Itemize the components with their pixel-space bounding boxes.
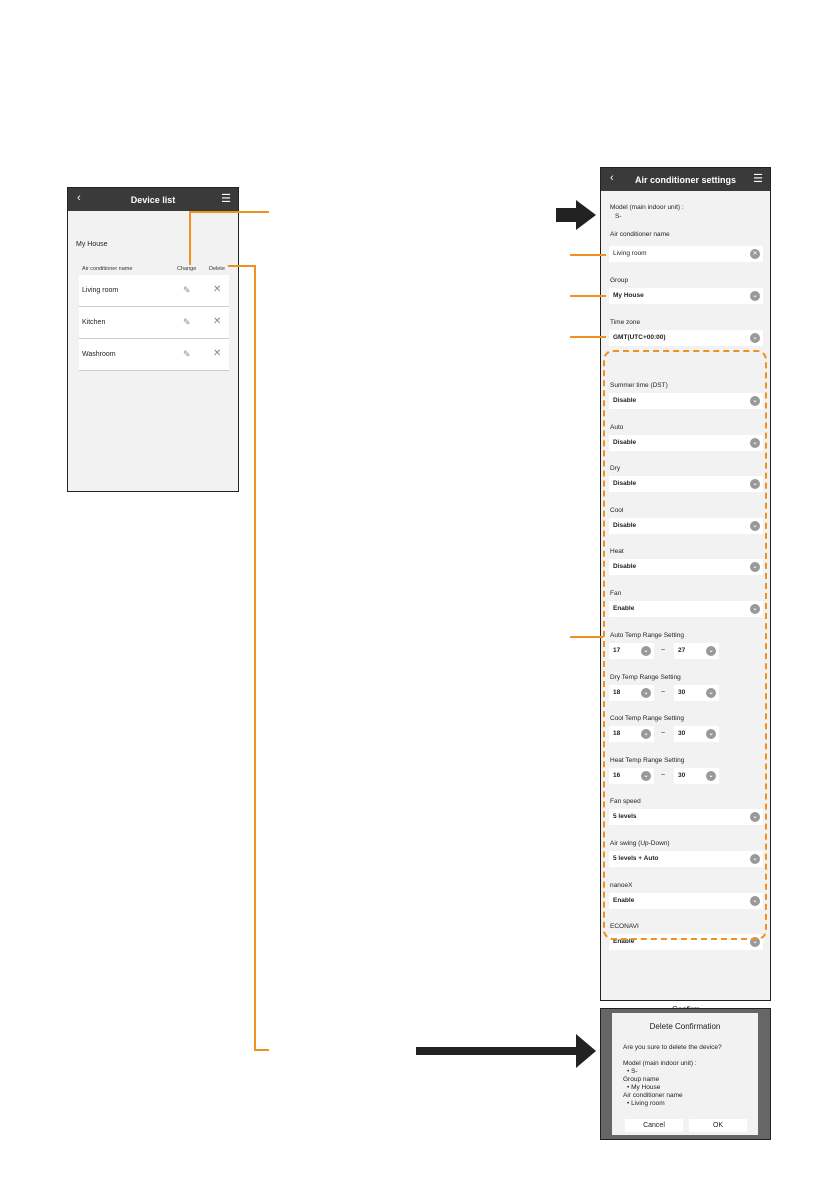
range-min-value: 17 [613, 647, 621, 654]
chevron-down-icon: ⌄ [750, 604, 760, 614]
range-max-value: 30 [678, 772, 686, 779]
column-delete: Delete [209, 266, 225, 272]
chevron-down-icon: ⌄ [750, 333, 760, 343]
group-value: My House [613, 292, 644, 299]
chevron-down-icon: ⌄ [750, 396, 760, 406]
highlight-box [603, 350, 767, 940]
setting-label: Fan [610, 590, 622, 597]
chevron-down-icon: ⌄ [706, 729, 716, 739]
chevron-down-icon: ⌄ [750, 812, 760, 822]
model-value: S- [615, 213, 622, 220]
close-icon[interactable]: ✕ [213, 284, 222, 295]
page-title: Air conditioner settings [634, 174, 736, 185]
callout-line [570, 636, 603, 638]
setting-label: Heat [610, 548, 624, 555]
range-label: Cool Temp Range Setting [610, 715, 684, 722]
back-icon[interactable]: ‹ [610, 172, 614, 184]
list-item[interactable] [79, 339, 229, 371]
chevron-down-icon: ⌄ [706, 646, 716, 656]
setting-value: Enable [613, 897, 635, 904]
timezone-value: GMT(UTC+00:00) [613, 334, 666, 341]
list-item[interactable] [79, 275, 229, 307]
device-name: Washroom [82, 351, 116, 358]
device-list-screen [67, 187, 239, 492]
name-value: Living room [613, 250, 647, 257]
chevron-down-icon: ⌄ [641, 771, 651, 781]
setting-value: 5 levels + Auto [613, 855, 659, 862]
timezone-select[interactable] [609, 330, 763, 346]
range-max-value: 30 [678, 689, 686, 696]
chevron-down-icon: ⌄ [706, 771, 716, 781]
setting-label: nanoeX [610, 882, 633, 889]
dialog-question: Are you sure to delete the device? [623, 1044, 722, 1051]
range-label: Dry Temp Range Setting [610, 674, 681, 681]
setting-value: Disable [613, 480, 637, 487]
dialog-name-value: • Living room [627, 1100, 665, 1107]
callout-line [254, 1049, 269, 1051]
chevron-down-icon: ⌄ [641, 688, 651, 698]
range-max-value: 27 [678, 647, 686, 654]
chevron-down-icon: ⌄ [750, 562, 760, 572]
setting-value: Disable [613, 397, 637, 404]
setting-value: Disable [613, 439, 637, 446]
close-icon[interactable]: ✕ [213, 316, 222, 327]
range-separator: ~ [661, 689, 666, 696]
timezone-label: Time zone [610, 319, 641, 326]
dialog-name-label: Air conditioner name [623, 1092, 683, 1099]
device-name: Kitchen [82, 319, 106, 326]
arrow-right-icon [556, 200, 596, 230]
menu-icon[interactable]: ☰ [753, 173, 763, 185]
pencil-icon[interactable]: ✎ [183, 317, 191, 327]
range-min-value: 16 [613, 772, 621, 779]
name-label: Air conditioner name [610, 231, 670, 238]
group-select[interactable] [609, 288, 763, 304]
column-change: Change [177, 266, 197, 272]
chevron-down-icon: ⌄ [641, 729, 651, 739]
range-max-value: 30 [678, 730, 686, 737]
setting-label: Summer time (DST) [610, 382, 668, 389]
device-list [79, 275, 229, 371]
menu-icon[interactable]: ☰ [221, 193, 231, 205]
setting-label: Air swing (Up-Down) [610, 840, 670, 847]
callout-line [189, 211, 269, 213]
list-item[interactable] [79, 307, 229, 339]
range-separator: ~ [661, 772, 666, 779]
chevron-down-icon: ⌄ [750, 854, 760, 864]
range-label: Auto Temp Range Setting [610, 632, 684, 639]
setting-value: 5 levels [613, 813, 637, 820]
range-min-value: 18 [613, 730, 621, 737]
settings-header [601, 168, 770, 191]
callout-line [570, 336, 606, 338]
chevron-down-icon: ⌄ [706, 688, 716, 698]
group-label: Group [610, 277, 629, 284]
chevron-down-icon: ⌄ [750, 479, 760, 489]
range-separator: ~ [661, 647, 666, 654]
callout-line [570, 295, 606, 297]
delete-dialog [612, 1013, 758, 1135]
device-name: Living room [82, 287, 119, 294]
setting-label: Fan speed [610, 798, 641, 805]
chevron-down-icon: ⌄ [750, 521, 760, 531]
setting-label: Dry [610, 465, 621, 472]
callout-line [570, 254, 606, 256]
pencil-icon[interactable]: ✎ [183, 349, 191, 359]
dialog-group-label: Group name [623, 1076, 660, 1083]
close-icon[interactable]: ✕ [213, 348, 222, 359]
range-label: Heat Temp Range Setting [610, 757, 685, 764]
dialog-model-label: Model (main indoor unit) : [623, 1060, 697, 1067]
chevron-down-icon: ⌄ [750, 896, 760, 906]
arrow-right-icon [416, 1034, 596, 1068]
chevron-down-icon: ⌄ [750, 937, 760, 947]
delete-dialog-screen [600, 1008, 771, 1140]
ok-button[interactable]: OK [689, 1119, 747, 1132]
chevron-down-icon: ⌄ [750, 291, 760, 301]
setting-value: Enable [613, 605, 635, 612]
callout-line [254, 265, 256, 1051]
setting-value: Disable [613, 522, 637, 529]
callout-line [189, 211, 191, 265]
model-label: Model (main indoor unit) : [610, 204, 684, 211]
name-input[interactable] [609, 246, 763, 262]
setting-value: Enable [613, 938, 635, 945]
setting-label: Auto [610, 424, 624, 431]
group-name: My House [76, 241, 108, 248]
column-name: Air conditioner name [82, 266, 133, 272]
page-title: Device list [130, 194, 176, 205]
range-separator: ~ [661, 730, 666, 737]
chevron-down-icon: ⌄ [750, 438, 760, 448]
range-min-value: 18 [613, 689, 621, 696]
device-list-header [68, 188, 238, 211]
pencil-icon[interactable]: ✎ [183, 285, 191, 295]
setting-value: Disable [613, 563, 637, 570]
setting-label: Cool [610, 507, 624, 514]
dialog-model-value: • S- [627, 1068, 638, 1075]
dialog-group-value: • My House [627, 1084, 661, 1091]
cancel-button[interactable]: Cancel [625, 1119, 683, 1132]
callout-line [228, 265, 255, 267]
back-icon[interactable]: ‹ [77, 192, 81, 204]
dialog-title: Delete Confirmation [649, 1022, 721, 1031]
clear-icon[interactable]: ✕ [750, 249, 760, 259]
chevron-down-icon: ⌄ [641, 646, 651, 656]
setting-label: ECONAVI [610, 923, 639, 930]
